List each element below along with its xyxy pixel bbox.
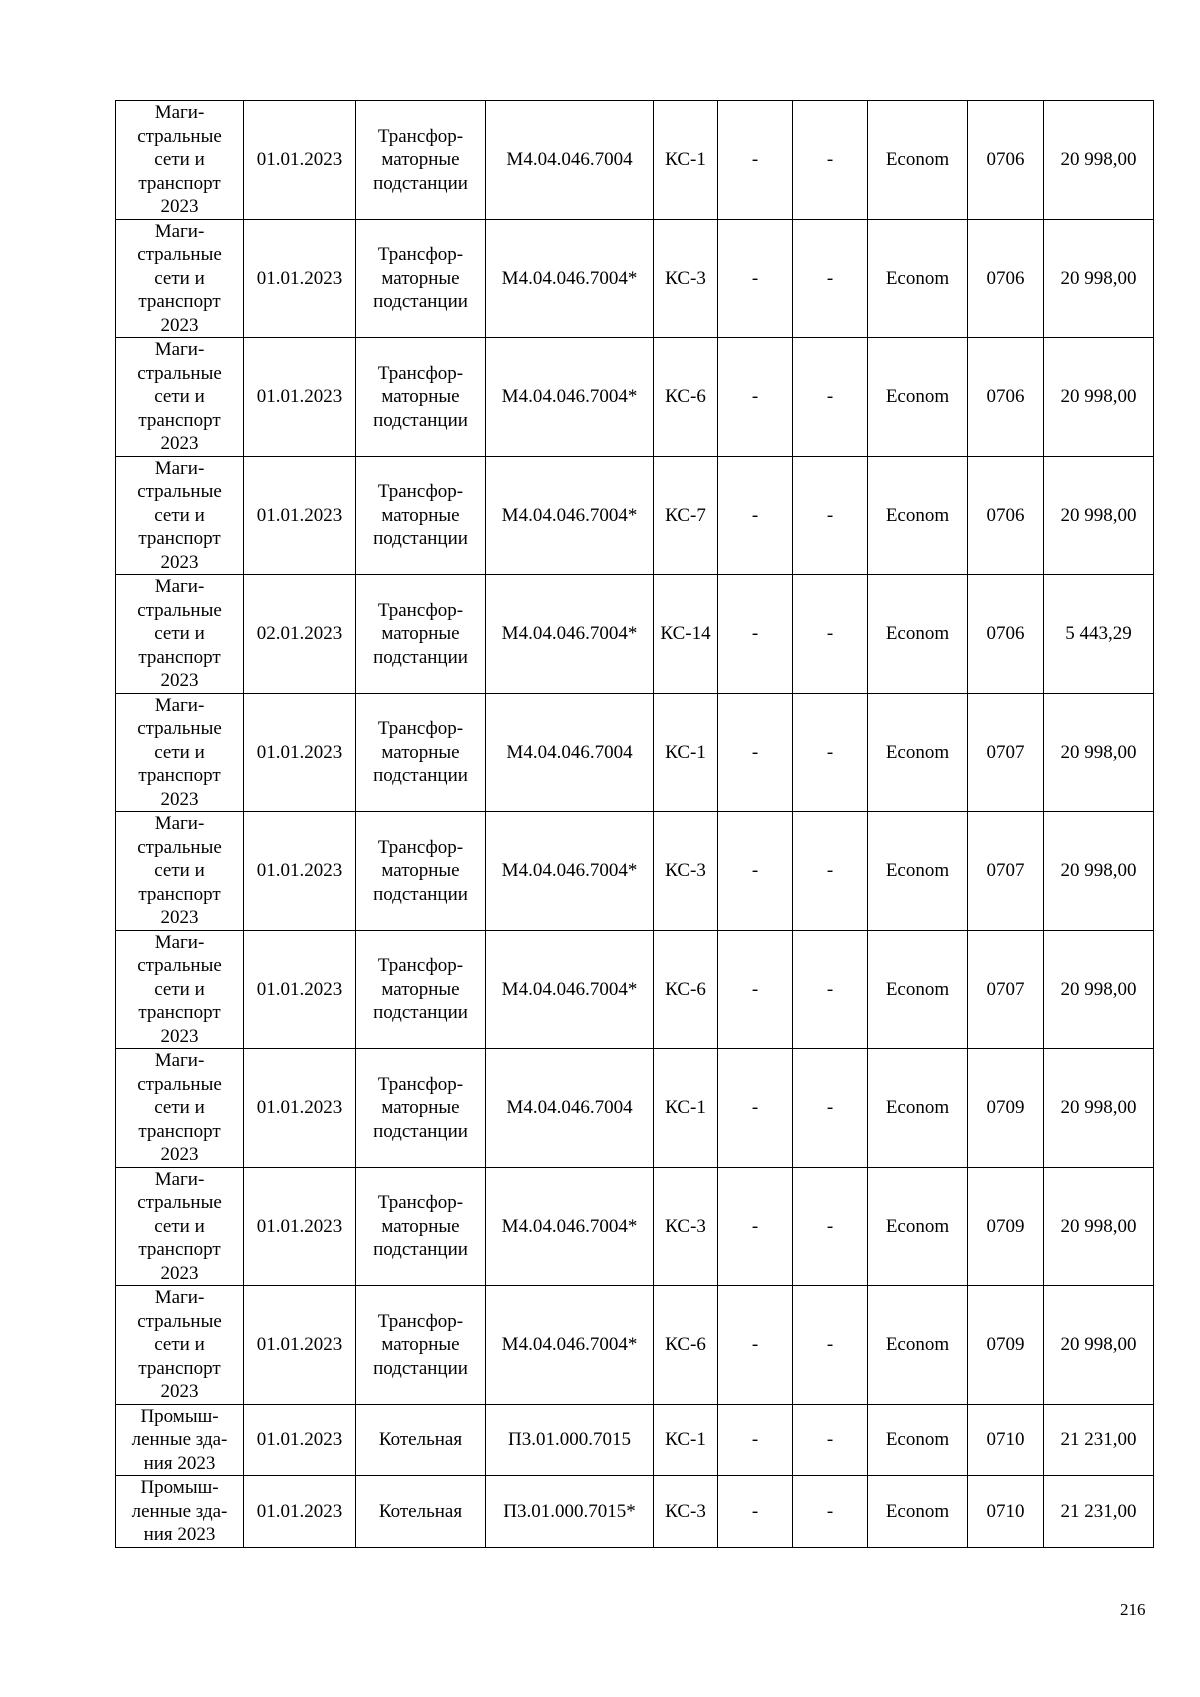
table-body xyxy=(116,101,1154,1548)
section-cell: Маги- стральные сети и транспорт 2023 xyxy=(116,456,244,575)
dash-cell: - xyxy=(793,1167,868,1286)
section-cell: Промыш- ленные зда- ния 2023 xyxy=(116,1404,244,1476)
object-type-cell: Котельная xyxy=(356,1476,486,1548)
dash-cell: - xyxy=(793,338,868,457)
dash-cell: - xyxy=(793,693,868,812)
dash-cell: - xyxy=(718,812,793,931)
section-cell: Маги- стральные сети и транспорт 2023 xyxy=(116,930,244,1049)
code-cell: М4.04.046.7004* xyxy=(486,338,654,457)
object-type-cell: Трансфор- маторные подстанции xyxy=(356,101,486,220)
object-type-cell: Котельная xyxy=(356,1404,486,1476)
table-row xyxy=(116,693,1154,812)
dash-cell: - xyxy=(718,1286,793,1405)
price-cell: 5 443,29 xyxy=(1044,575,1154,694)
table-row xyxy=(116,1167,1154,1286)
object-type-cell: Трансфор- маторные подстанции xyxy=(356,1167,486,1286)
ks-cell: КС-6 xyxy=(654,1286,718,1405)
dash-cell: - xyxy=(793,1049,868,1168)
table-row xyxy=(116,812,1154,931)
date-cell: 01.01.2023 xyxy=(244,1286,356,1405)
class-cell: Econom xyxy=(868,456,968,575)
code-cell: М4.04.046.7004* xyxy=(486,456,654,575)
object-type-cell: Трансфор- маторные подстанции xyxy=(356,338,486,457)
date-cell: 02.01.2023 xyxy=(244,575,356,694)
table-row xyxy=(116,101,1154,220)
section-cell: Промыш- ленные зда- ния 2023 xyxy=(116,1476,244,1548)
object-type-cell: Трансфор- маторные подстанции xyxy=(356,456,486,575)
region-code-cell: 0707 xyxy=(968,812,1044,931)
object-type-cell: Трансфор- маторные подстанции xyxy=(356,1049,486,1168)
dash-cell: - xyxy=(718,456,793,575)
date-cell: 01.01.2023 xyxy=(244,456,356,575)
date-cell: 01.01.2023 xyxy=(244,338,356,457)
price-cell: 20 998,00 xyxy=(1044,930,1154,1049)
class-cell: Econom xyxy=(868,812,968,931)
section-cell: Маги- стральные сети и транспорт 2023 xyxy=(116,338,244,457)
dash-cell: - xyxy=(718,1049,793,1168)
dash-cell: - xyxy=(793,1476,868,1548)
region-code-cell: 0707 xyxy=(968,693,1044,812)
object-type-cell: Трансфор- маторные подстанции xyxy=(356,930,486,1049)
section-cell: Маги- стральные сети и транспорт 2023 xyxy=(116,1049,244,1168)
class-cell: Econom xyxy=(868,930,968,1049)
ks-cell: КС-1 xyxy=(654,693,718,812)
region-code-cell: 0706 xyxy=(968,575,1044,694)
date-cell: 01.01.2023 xyxy=(244,1404,356,1476)
price-cell: 20 998,00 xyxy=(1044,1167,1154,1286)
table-row xyxy=(116,338,1154,457)
dash-cell: - xyxy=(718,219,793,338)
section-cell: Маги- стральные сети и транспорт 2023 xyxy=(116,1286,244,1405)
price-cell: 21 231,00 xyxy=(1044,1404,1154,1476)
region-code-cell: 0710 xyxy=(968,1476,1044,1548)
table-row xyxy=(116,1049,1154,1168)
table-row xyxy=(116,1286,1154,1405)
dash-cell: - xyxy=(793,1286,868,1405)
price-cell: 21 231,00 xyxy=(1044,1476,1154,1548)
region-code-cell: 0709 xyxy=(968,1286,1044,1405)
ks-cell: КС-3 xyxy=(654,219,718,338)
code-cell: М4.04.046.7004* xyxy=(486,1286,654,1405)
table-row xyxy=(116,219,1154,338)
region-code-cell: 0709 xyxy=(968,1167,1044,1286)
class-cell: Econom xyxy=(868,1404,968,1476)
section-cell: Маги- стральные сети и транспорт 2023 xyxy=(116,575,244,694)
section-cell: Маги- стральные сети и транспорт 2023 xyxy=(116,219,244,338)
dash-cell: - xyxy=(718,575,793,694)
dash-cell: - xyxy=(718,1476,793,1548)
dash-cell: - xyxy=(793,1404,868,1476)
date-cell: 01.01.2023 xyxy=(244,812,356,931)
code-cell: П3.01.000.7015 xyxy=(486,1404,654,1476)
ks-cell: КС-1 xyxy=(654,101,718,220)
page-number: 216 xyxy=(1120,1600,1146,1619)
code-cell: М4.04.046.7004 xyxy=(486,1049,654,1168)
object-type-cell: Трансфор- маторные подстанции xyxy=(356,693,486,812)
dash-cell: - xyxy=(718,338,793,457)
code-cell: П3.01.000.7015* xyxy=(486,1476,654,1548)
region-code-cell: 0706 xyxy=(968,338,1044,457)
table-row xyxy=(116,1404,1154,1476)
class-cell: Econom xyxy=(868,575,968,694)
price-cell: 20 998,00 xyxy=(1044,338,1154,457)
section-cell: Маги- стральные сети и транспорт 2023 xyxy=(116,101,244,220)
region-code-cell: 0706 xyxy=(968,456,1044,575)
date-cell: 01.01.2023 xyxy=(244,101,356,220)
table-row xyxy=(116,575,1154,694)
date-cell: 01.01.2023 xyxy=(244,219,356,338)
ks-cell: КС-3 xyxy=(654,1167,718,1286)
ks-cell: КС-3 xyxy=(654,1476,718,1548)
ks-cell: КС-6 xyxy=(654,338,718,457)
price-cell: 20 998,00 xyxy=(1044,456,1154,575)
region-code-cell: 0707 xyxy=(968,930,1044,1049)
dash-cell: - xyxy=(718,693,793,812)
object-type-cell: Трансфор- маторные подстанции xyxy=(356,812,486,931)
date-cell: 01.01.2023 xyxy=(244,1476,356,1548)
price-cell: 20 998,00 xyxy=(1044,219,1154,338)
code-cell: М4.04.046.7004* xyxy=(486,930,654,1049)
table-row xyxy=(116,456,1154,575)
class-cell: Econom xyxy=(868,1286,968,1405)
dash-cell: - xyxy=(793,930,868,1049)
class-cell: Econom xyxy=(868,1167,968,1286)
region-code-cell: 0706 xyxy=(968,219,1044,338)
ks-cell: КС-1 xyxy=(654,1404,718,1476)
dash-cell: - xyxy=(718,1167,793,1286)
date-cell: 01.01.2023 xyxy=(244,930,356,1049)
dash-cell: - xyxy=(718,930,793,1049)
code-cell: М4.04.046.7004 xyxy=(486,693,654,812)
section-cell: Маги- стральные сети и транспорт 2023 xyxy=(116,812,244,931)
dash-cell: - xyxy=(793,219,868,338)
ks-cell: КС-1 xyxy=(654,1049,718,1168)
class-cell: Econom xyxy=(868,1476,968,1548)
code-cell: М4.04.046.7004* xyxy=(486,575,654,694)
dash-cell: - xyxy=(718,1404,793,1476)
section-cell: Маги- стральные сети и транспорт 2023 xyxy=(116,693,244,812)
date-cell: 01.01.2023 xyxy=(244,1049,356,1168)
region-code-cell: 0706 xyxy=(968,101,1044,220)
price-cell: 20 998,00 xyxy=(1044,1049,1154,1168)
ks-cell: КС-3 xyxy=(654,812,718,931)
price-cell: 20 998,00 xyxy=(1044,1286,1154,1405)
code-cell: М4.04.046.7004 xyxy=(486,101,654,220)
price-cell: 20 998,00 xyxy=(1044,101,1154,220)
code-cell: М4.04.046.7004* xyxy=(486,219,654,338)
object-type-cell: Трансфор- маторные подстанции xyxy=(356,219,486,338)
dash-cell: - xyxy=(718,101,793,220)
region-code-cell: 0710 xyxy=(968,1404,1044,1476)
ks-cell: КС-14 xyxy=(654,575,718,694)
date-cell: 01.01.2023 xyxy=(244,693,356,812)
table-row xyxy=(116,1476,1154,1548)
price-cell: 20 998,00 xyxy=(1044,812,1154,931)
dash-cell: - xyxy=(793,456,868,575)
dash-cell: - xyxy=(793,575,868,694)
price-cell: 20 998,00 xyxy=(1044,693,1154,812)
table-row xyxy=(116,930,1154,1049)
dash-cell: - xyxy=(793,101,868,220)
section-cell: Маги- стральные сети и транспорт 2023 xyxy=(116,1167,244,1286)
object-type-cell: Трансфор- маторные подстанции xyxy=(356,1286,486,1405)
class-cell: Econom xyxy=(868,1049,968,1168)
date-cell: 01.01.2023 xyxy=(244,1167,356,1286)
code-cell: М4.04.046.7004* xyxy=(486,812,654,931)
ks-cell: КС-6 xyxy=(654,930,718,1049)
dash-cell: - xyxy=(793,812,868,931)
code-cell: М4.04.046.7004* xyxy=(486,1167,654,1286)
ks-cell: КС-7 xyxy=(654,456,718,575)
class-cell: Econom xyxy=(868,219,968,338)
class-cell: Econom xyxy=(868,693,968,812)
class-cell: Econom xyxy=(868,101,968,220)
region-code-cell: 0709 xyxy=(968,1049,1044,1168)
object-type-cell: Трансфор- маторные подстанции xyxy=(356,575,486,694)
class-cell: Econom xyxy=(868,338,968,457)
price-table xyxy=(115,100,1154,1548)
